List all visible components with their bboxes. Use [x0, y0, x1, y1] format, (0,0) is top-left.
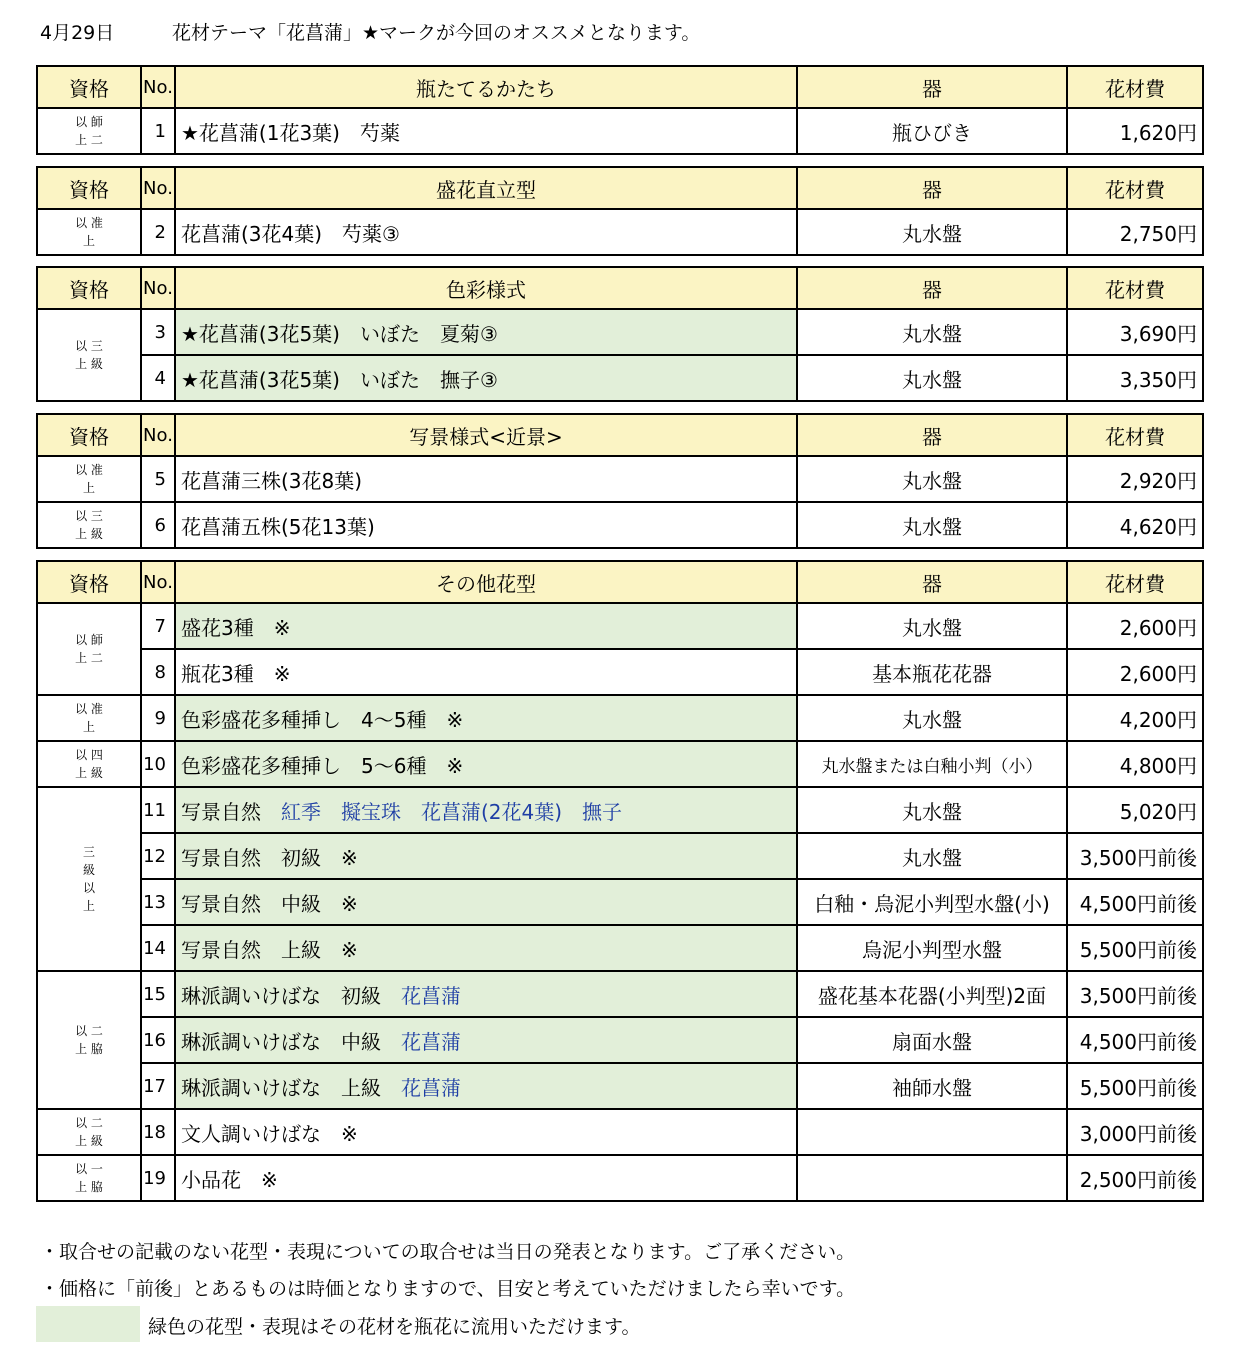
item-name-text: 琳派調いけばな 初級	[181, 983, 381, 1008]
item-number: 10	[141, 741, 175, 787]
price: 4,620円	[1067, 502, 1203, 548]
table-row	[37, 787, 1203, 833]
col-no: No.	[141, 267, 175, 309]
vessel: 丸水盤	[797, 787, 1067, 833]
col-qual: 資格	[37, 167, 141, 209]
price: 2,600円	[1067, 603, 1203, 649]
item-name: ★花菖蒲(3花5葉) いぼた 撫子③	[175, 355, 797, 401]
qualification: 以 一 上 脇	[37, 1155, 141, 1201]
vessel: 丸水盤	[797, 456, 1067, 502]
header-row	[37, 66, 1203, 108]
item-number: 8	[141, 649, 175, 695]
page-header	[40, 18, 700, 45]
vessel: 丸水盤	[797, 833, 1067, 879]
col-qual: 資格	[37, 561, 141, 603]
header-row	[37, 167, 1203, 209]
item-name: 色彩盛花多種挿し 5～6種 ※	[175, 741, 797, 787]
vessel: 丸水盤	[797, 355, 1067, 401]
section-title: 盛花直立型	[175, 167, 797, 209]
vessel: 袖師水盤	[797, 1063, 1067, 1109]
item-number: 7	[141, 603, 175, 649]
col-qual: 資格	[37, 414, 141, 456]
table-row	[37, 1063, 1203, 1109]
section-table	[36, 166, 1204, 256]
section-title: 色彩様式	[175, 267, 797, 309]
table-row	[37, 833, 1203, 879]
note-1: ・取合せの記載のない花型・表現についての取合せは当日の発表となります。ご了承ください。	[40, 1241, 856, 1263]
table-row	[37, 309, 1203, 355]
combination-flowers: 花菖蒲	[401, 983, 461, 1008]
item-name	[175, 971, 797, 1017]
price: 2,750円	[1067, 209, 1203, 255]
item-number: 19	[141, 1155, 175, 1201]
price: 2,500円前後	[1067, 1155, 1203, 1201]
col-vessel: 器	[797, 267, 1067, 309]
vessel	[797, 1109, 1067, 1155]
table-row	[37, 649, 1203, 695]
price: 4,500円前後	[1067, 1017, 1203, 1063]
item-name: 盛花3種 ※	[175, 603, 797, 649]
vessel	[797, 1155, 1067, 1201]
price: 3,500円前後	[1067, 971, 1203, 1017]
item-number: 17	[141, 1063, 175, 1109]
qualification: 以 三 上 級	[37, 502, 141, 548]
item-name: 文人調いけばな ※	[175, 1109, 797, 1155]
col-qual: 資格	[37, 267, 141, 309]
item-name-text: 琳派調いけばな 中級	[181, 1029, 381, 1054]
table-row	[37, 695, 1203, 741]
table-row	[37, 355, 1203, 401]
vessel: 瓶ひびき	[797, 108, 1067, 154]
vessel: 丸水盤	[797, 209, 1067, 255]
table-row	[37, 1155, 1203, 1201]
vessel: 白釉・烏泥小判型水盤(小)	[797, 879, 1067, 925]
section-table	[36, 413, 1204, 549]
section-title: 写景様式<近景>	[175, 414, 797, 456]
vessel: 扇面水盤	[797, 1017, 1067, 1063]
col-cost: 花材費	[1067, 267, 1203, 309]
col-cost: 花材費	[1067, 167, 1203, 209]
item-name	[175, 1063, 797, 1109]
qualification: 三 級 以 上	[37, 787, 141, 971]
section-table	[36, 560, 1204, 1202]
col-no: No.	[141, 167, 175, 209]
date: 4月29日	[40, 22, 115, 44]
table-row	[37, 1109, 1203, 1155]
price: 3,690円	[1067, 309, 1203, 355]
header-row	[37, 267, 1203, 309]
section-title: 瓶たてるかたち	[175, 66, 797, 108]
item-number: 14	[141, 925, 175, 971]
table-row	[37, 456, 1203, 502]
item-name: 小品花 ※	[175, 1155, 797, 1201]
section-table	[36, 65, 1204, 155]
item-number: 2	[141, 209, 175, 255]
item-number: 4	[141, 355, 175, 401]
item-name: 瓶花3種 ※	[175, 649, 797, 695]
item-number: 15	[141, 971, 175, 1017]
table-row	[37, 209, 1203, 255]
table-row	[37, 108, 1203, 154]
col-vessel: 器	[797, 167, 1067, 209]
price: 4,200円	[1067, 695, 1203, 741]
header-row	[37, 561, 1203, 603]
item-name: 花菖蒲五株(5花13葉)	[175, 502, 797, 548]
table-row	[37, 741, 1203, 787]
qualification: 以 准 上	[37, 209, 141, 255]
combination-flowers: 紅季 擬宝珠 花菖蒲(2花4葉) 撫子	[281, 799, 623, 824]
item-name	[175, 1017, 797, 1063]
item-number: 5	[141, 456, 175, 502]
col-no: No.	[141, 561, 175, 603]
item-number: 16	[141, 1017, 175, 1063]
table-row	[37, 925, 1203, 971]
item-name: ★花菖蒲(1花3葉) 芍薬	[175, 108, 797, 154]
price: 2,920円	[1067, 456, 1203, 502]
qualification: 以 准 上	[37, 456, 141, 502]
col-cost: 花材費	[1067, 414, 1203, 456]
combination-flowers: 花菖蒲	[401, 1075, 461, 1100]
qualification: 以 二 上 級	[37, 1109, 141, 1155]
qualification: 以 師 上 二	[37, 108, 141, 154]
price: 2,600円	[1067, 649, 1203, 695]
note-2: ・価格に「前後」とあるものは時価となりますので、目安と考えていただけましたら幸いです。	[40, 1278, 856, 1300]
col-vessel: 器	[797, 561, 1067, 603]
item-name: 写景自然 初級 ※	[175, 833, 797, 879]
price: 3,500円前後	[1067, 833, 1203, 879]
qualification: 以 四 上 級	[37, 741, 141, 787]
price: 5,020円	[1067, 787, 1203, 833]
section-title: その他花型	[175, 561, 797, 603]
qualification: 以 准 上	[37, 695, 141, 741]
col-qual: 資格	[37, 66, 141, 108]
price: 1,620円	[1067, 108, 1203, 154]
item-name: 写景自然 中級 ※	[175, 879, 797, 925]
item-name	[175, 787, 797, 833]
item-name: 花菖蒲三株(3花8葉)	[175, 456, 797, 502]
table-row	[37, 879, 1203, 925]
vessel: 丸水盤	[797, 603, 1067, 649]
vessel: 烏泥小判型水盤	[797, 925, 1067, 971]
qualification: 以 師 上 二	[37, 603, 141, 695]
item-name-text: 写景自然	[181, 799, 261, 824]
col-no: No.	[141, 66, 175, 108]
item-name: 色彩盛花多種挿し 4～5種 ※	[175, 695, 797, 741]
vessel: 基本瓶花花器	[797, 649, 1067, 695]
item-number: 13	[141, 879, 175, 925]
vessel: 丸水盤	[797, 502, 1067, 548]
item-name: 写景自然 上級 ※	[175, 925, 797, 971]
table-row	[37, 971, 1203, 1017]
table-row	[37, 603, 1203, 649]
price: 3,000円前後	[1067, 1109, 1203, 1155]
item-number: 3	[141, 309, 175, 355]
item-name: ★花菖蒲(3花5葉) いぼた 夏菊③	[175, 309, 797, 355]
vessel: 丸水盤	[797, 309, 1067, 355]
header-row	[37, 414, 1203, 456]
combination-flowers: 花菖蒲	[401, 1029, 461, 1054]
col-cost: 花材費	[1067, 561, 1203, 603]
col-vessel: 器	[797, 66, 1067, 108]
qualification: 以 三 上 級	[37, 309, 141, 401]
legend-text: 緑色の花型・表現はその花材を瓶花に流用いただけます。	[148, 1316, 641, 1338]
vessel: 盛花基本花器(小判型)2面	[797, 971, 1067, 1017]
theme-text: 花材テーマ「花菖蒲」★マークが今回のオススメとなります。	[172, 22, 701, 44]
legend-swatch	[36, 1306, 140, 1342]
item-number: 11	[141, 787, 175, 833]
table-row	[37, 502, 1203, 548]
col-cost: 花材費	[1067, 66, 1203, 108]
item-name: 花菖蒲(3花4葉) 芍薬③	[175, 209, 797, 255]
section-table	[36, 266, 1204, 402]
table-row	[37, 1017, 1203, 1063]
price: 5,500円前後	[1067, 925, 1203, 971]
item-number: 1	[141, 108, 175, 154]
price: 4,800円	[1067, 741, 1203, 787]
price: 5,500円前後	[1067, 1063, 1203, 1109]
item-name-text: 琳派調いけばな 上級	[181, 1075, 381, 1100]
qualification: 以 二 上 脇	[37, 971, 141, 1109]
vessel: 丸水盤または白釉小判（小）	[797, 741, 1067, 787]
item-number: 6	[141, 502, 175, 548]
vessel: 丸水盤	[797, 695, 1067, 741]
item-number: 9	[141, 695, 175, 741]
col-no: No.	[141, 414, 175, 456]
price: 4,500円前後	[1067, 879, 1203, 925]
col-vessel: 器	[797, 414, 1067, 456]
item-number: 18	[141, 1109, 175, 1155]
price: 3,350円	[1067, 355, 1203, 401]
item-number: 12	[141, 833, 175, 879]
